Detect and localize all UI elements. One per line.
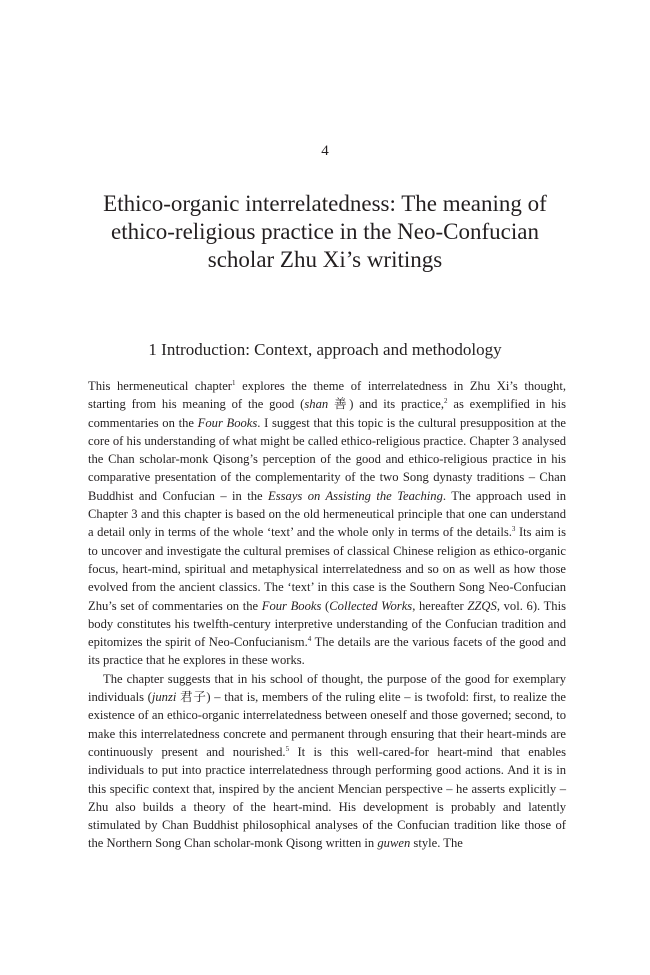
footnote-marker: 5 bbox=[285, 744, 290, 753]
body-paragraph bbox=[88, 377, 566, 670]
text-run: It is this well-cared-for heart-mind that enables individuals to put into practice interrelatedness through performing good actions. And it is in this specific context that, inspired by the ancient Mencian perspective – he asserts explicitly – Zhu also builds a theory of the heart-mind. His development is probably and latently stimulated by Chan Buddhist philosophical analyses of the Confucian tradition like those of the Northern Song Chan scholar-monk Qisong written in bbox=[88, 744, 566, 851]
chapter-number: 4 bbox=[321, 143, 329, 159]
body-text bbox=[88, 377, 566, 853]
body-paragraph bbox=[88, 670, 566, 853]
text-run: 君子) – that is, members of the ruling elite – is twofold: first, to realize the existence of an ethico-organic interrelatedness between oneself and those governed; second, to make this interrelatedness concrete and permanent through ensuring that their heart-minds are continuously present and nourished. bbox=[88, 690, 566, 759]
text-run: ( bbox=[321, 598, 330, 613]
chapter-title-line: scholar Zhu Xi’s writings bbox=[207, 247, 443, 272]
chapter-title-line: ethico-religious practice in the Neo-Confucian bbox=[111, 219, 539, 244]
italic-term: shan bbox=[304, 397, 329, 412]
italic-term: ZZQS bbox=[467, 598, 497, 613]
text-run: The chapter suggests that in his school of thought, the purpose of the good for exemplary individuals ( bbox=[88, 671, 566, 705]
italic-term: Four Books bbox=[261, 598, 322, 613]
italic-term: Collected Works bbox=[329, 598, 413, 613]
footnote-marker: 1 bbox=[231, 379, 236, 387]
text-run: 善) and its practice, bbox=[328, 397, 445, 412]
text-run: . The approach used in Chapter 3 and this chapter is based on the old hermeneutical principle that one can understand a detail only in terms of the whole ‘text’ and the whole only in terms of the details. bbox=[88, 488, 567, 540]
text-run: . I suggest that this topic is the cultural presupposition at the core of his understanding of what might be called ethico-religious practice. Chapter 3 analysed the Chan scholar-monk Qisong’s perception of the good and ethico-religious practice in his comparative presentation of the complementarity of the two Song dynasty traditions – Chan Buddhist and Confucian – in the bbox=[88, 415, 566, 503]
text-run: , vol. 6). This body constitutes his twelfth-century interpretive understanding of the Confucian tradition and epitomizes the spirit of Neo-Confucianism. bbox=[88, 598, 567, 650]
text-run: This hermeneutical chapter bbox=[88, 379, 232, 393]
text-run: style. The bbox=[410, 836, 463, 851]
footnote-marker: 3 bbox=[511, 525, 516, 534]
text-run: , hereafter bbox=[412, 598, 468, 613]
italic-term: Essays on Assisting the Teaching bbox=[268, 488, 443, 503]
italic-term: guwen bbox=[377, 836, 411, 851]
text-run: The details are the various facets of the good and its practice that he explores in these works. bbox=[88, 635, 566, 668]
footnote-marker: 2 bbox=[444, 397, 448, 406]
text-run: as exemplified in his commentaries on the bbox=[88, 397, 566, 430]
section-heading: 1 Introduction: Context, approach and methodology bbox=[148, 340, 502, 359]
italic-term: Four Books bbox=[197, 415, 258, 430]
text-run: Its aim is to uncover and investigate the cultural premises of classical Chinese religion as ethico-organic focus, heart-mind, spiritual and metaphysical interrelatedness and so on as well as how those evolved from the ancient classics. The ‘text’ in this case is the Southern Song Neo-Confucian Zhu’s set of commentaries on the bbox=[88, 525, 566, 613]
text-run: explores the theme of interrelatedness in Zhu Xi’s thought, starting from his meaning of the good ( bbox=[88, 379, 566, 412]
chapter-title-line: Ethico-organic interrelatedness: The meaning of bbox=[103, 191, 547, 216]
footnote-marker: 4 bbox=[307, 635, 312, 644]
italic-term: junzi bbox=[151, 690, 177, 705]
chapter-title bbox=[70, 190, 580, 274]
